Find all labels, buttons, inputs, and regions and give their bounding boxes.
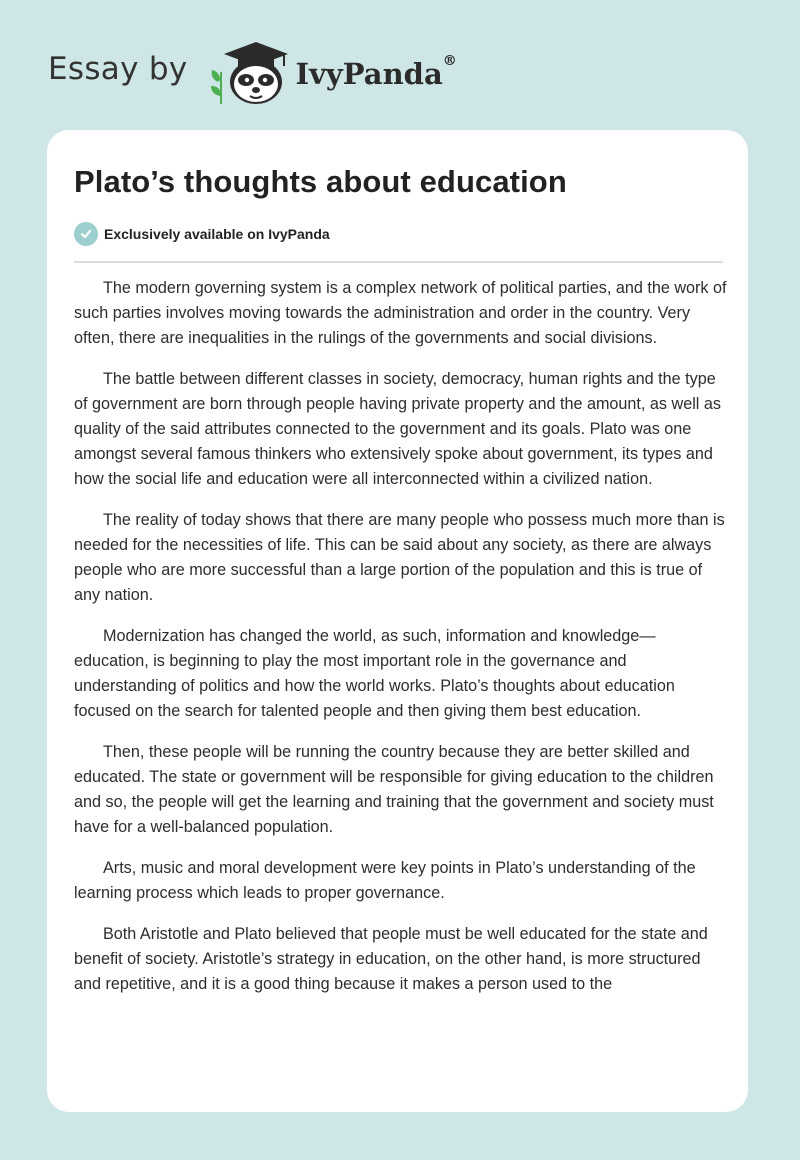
paragraph: The battle between different classes in society, democracy, human rights and the type of government are born through people having private property and the amount, as well as quality of the said attributes connected to the government and its goals. Plato was one amongst several famous thinkers who extensively spoke about government, its types and how the social life and education were all interconnected within a civilized nation. [74,370,722,488]
paragraph: Modernization has changed the world, as such, information and knowledge—education, is beginning to play the most important role in the governance and understanding of politics and how the world works. Plato’s thoughts about education focused on the search for talented people and then giving them best education. [74,627,675,720]
essay-title: Plato’s thoughts about education [74,164,567,199]
divider [74,261,723,263]
paragraph: The reality of today shows that there are many people who possess much more than is needed for the necessities of life. This can be said about any society, as there are always people who are more successful than a large portion of the population and this is true of any nation. [74,511,725,604]
essay-body [74,276,729,1013]
registered-mark: ® [442,53,457,69]
brand-prefix: Essay by [48,51,188,87]
paragraph: Arts, music and moral development were key points in Plato’s understanding of the learning process which leads to proper governance. [74,859,696,902]
exclusive-badge-label: Exclusively available on IvyPanda [104,226,330,242]
exclusive-badge [74,222,330,246]
essay-card [47,130,748,1112]
brand-name: IvyPanda® [295,53,457,91]
paragraph: Then, these people will be running the country because they are better skilled and educated. The state or government will be responsible for giving education to the children and so, the people will get the learning and training that the government and society must have for a well-balanced population. [74,743,714,836]
paragraph: Both Aristotle and Plato believed that people must be well educated for the state and benefit of society. Aristotle’s strategy in education, on the other hand, is more structured and repetitive, and it is a good thing because it makes a person used to the [74,925,708,993]
paragraph: The modern governing system is a complex network of political parties, and the work of such parties involves moving towards the administration and order in the country. Very often, there are inequalities in the rulings of the governments and social divisions. [74,279,727,347]
panda-logo-icon [204,36,294,108]
check-circle-icon [74,222,98,246]
brand-header[interactable] [48,36,457,108]
